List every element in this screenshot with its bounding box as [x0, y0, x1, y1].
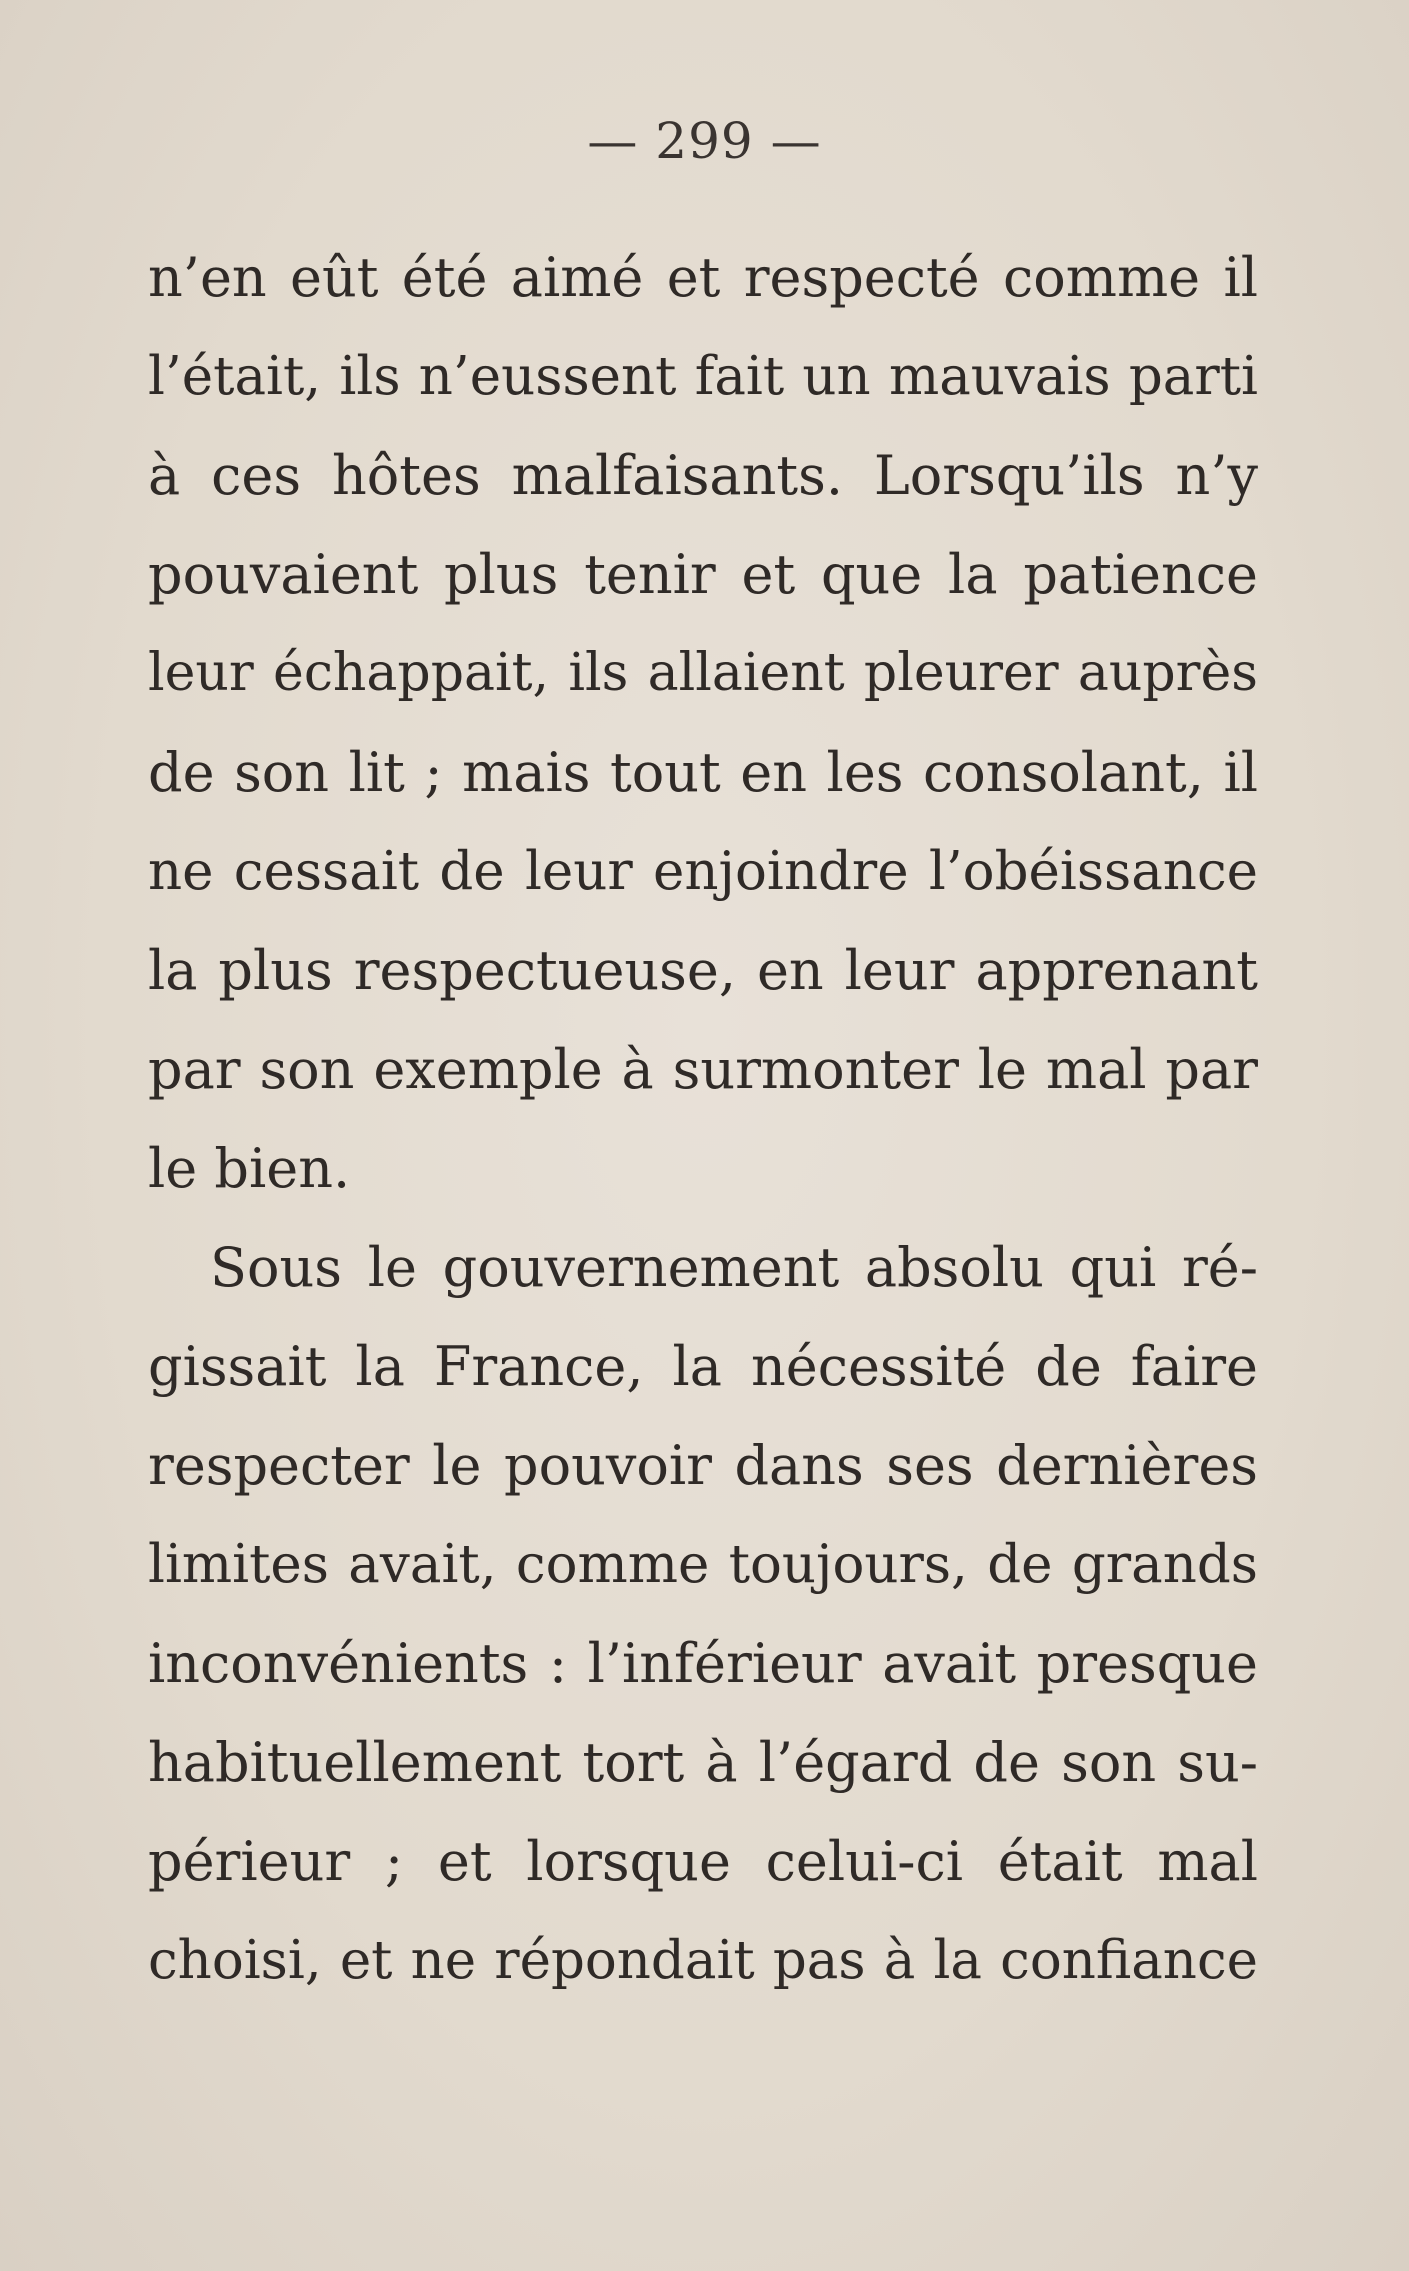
text-line: leur échappait, ils allaient pleurer auprès: [148, 643, 1258, 703]
text-line: Sous le gouvernement absolu qui ré-: [210, 1236, 1258, 1299]
text-line: périeur ; et lorsque celui-ci était mal: [148, 1830, 1258, 1893]
text-line: de son lit ; mais tout en les consolant, il: [148, 741, 1258, 804]
paragraph-1: [148, 228, 1258, 1218]
text-line: gissait la France, la nécessité de faire: [148, 1335, 1258, 1398]
text-line: la plus respectueuse, en leur apprenant: [148, 939, 1258, 1002]
text-line: par son exemple à surmonter le mal par: [148, 1038, 1258, 1101]
text-line: inconvénients : l’inférieur avait presque: [148, 1632, 1258, 1695]
page-number: — 299 —: [587, 112, 822, 170]
text-line: ne cessait de leur enjoindre l’obéissance: [148, 841, 1258, 902]
text-line: limites avait, comme toujours, de grands: [148, 1534, 1258, 1595]
body-text: [148, 228, 1258, 2010]
text-line: choisi, et ne répondait pas à la confiance: [148, 1930, 1258, 1991]
text-line: le bien.: [148, 1137, 351, 1200]
paragraph-2: [148, 1218, 1258, 2010]
text-line: n’en eût été aimé et respecté comme il: [148, 246, 1258, 309]
text-line: pouvaient plus tenir et que la patience: [148, 543, 1258, 606]
text-line: respecter le pouvoir dans ses dernières: [148, 1434, 1258, 1497]
text-line: habituellement tort à l’égard de son su-: [148, 1731, 1258, 1794]
text-line: l’était, ils n’eussent fait un mauvais parti: [148, 346, 1258, 407]
text-line: à ces hôtes malfaisants. Lorsqu’ils n’y: [148, 444, 1258, 507]
